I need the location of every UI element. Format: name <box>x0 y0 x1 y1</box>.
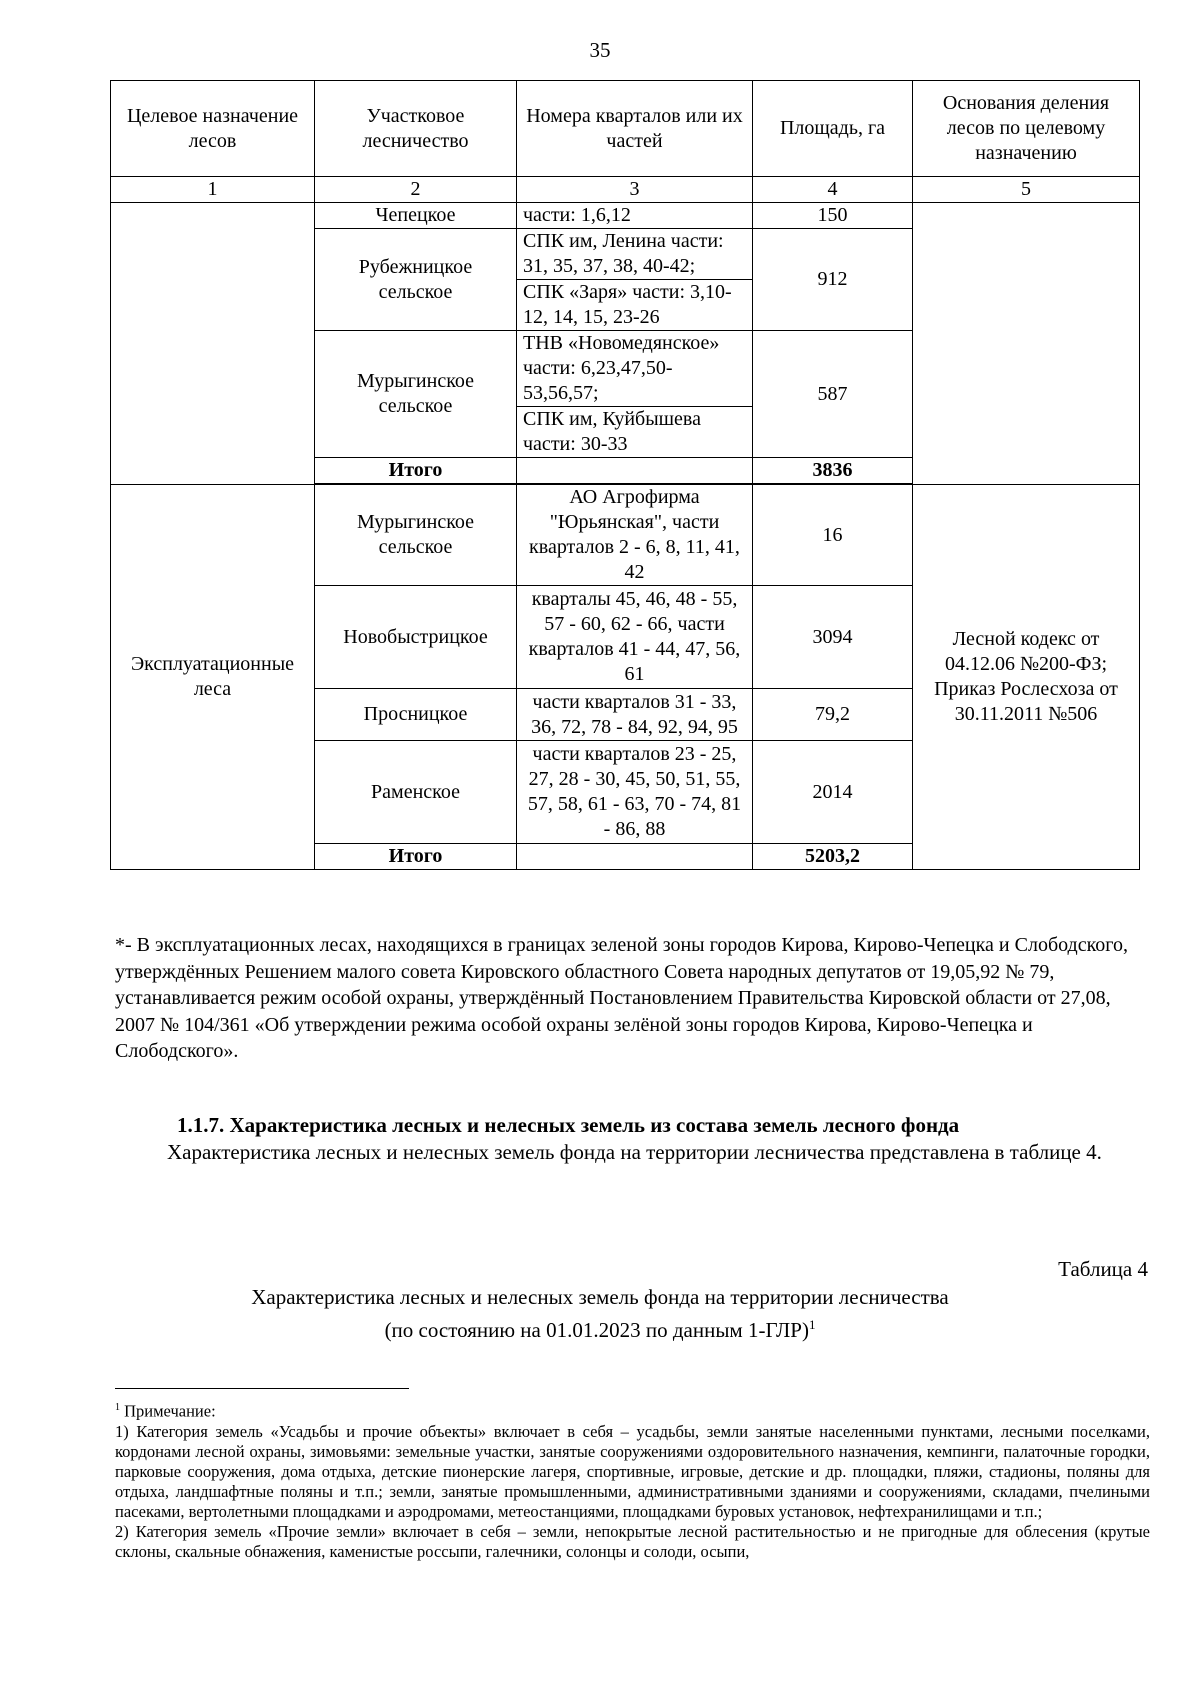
quarters-cell: СПК им, Ленина части: 31, 35, 37, 38, 40-42; <box>517 229 753 280</box>
purpose-cell-empty <box>111 203 315 485</box>
footnote-ref[interactable]: 1 <box>808 1317 816 1332</box>
col-number: 2 <box>315 177 517 203</box>
quarters-cell: части кварталов 23 - 25, 27, 28 - 30, 45, 50, 51, 55, 57, 58, 61 - 63, 70 - 74, 81 - 86, 88 <box>517 741 753 844</box>
forest-purpose-table <box>110 80 1140 870</box>
table-title-line2: (по состоянию на 01.01.2023 по данным 1-ГЛР)$^1$ <box>384 1317 816 1342</box>
forestry-cell: Мурыгинское сельское <box>315 485 517 586</box>
col-number: 4 <box>753 177 913 203</box>
quarters-cell: СПК им, Куйбышева части: 30-33 <box>517 407 753 458</box>
col-number: 5 <box>913 177 1140 203</box>
table-title <box>0 1284 1200 1344</box>
column-number-row <box>111 177 1140 203</box>
quarters-cell: СПК «Заря» части: 3,10-12, 14, 15, 23-26 <box>517 280 753 331</box>
footnote-item: 1) Категория земель «Усадьбы и прочие объекты» включает в себя – усадьбы, земли занятые населенными пунктами, лесными поселками, кордонами лесной охраны, зимовьями: земельные участки, занятые сооружениями оздоровительного назначения, кемпинги, палаточные городки, парковые сооружения, дома отдыха, детские пионерские лагеря, спортивные, игровые, детские и др. площадки, пляжи, стадионы, поляны для отдыха, ландшафтные поляны и т.п.; земли, занятые промышленными, административными зданиями и сооружениями, складами, пчелиными пасеками, вертолетными площадками и аэродромами, метеостанциями, площадками буровых установок, нефтехранилищами и т.п.; <box>115 1421 1150 1521</box>
col-number: 1 <box>111 177 315 203</box>
quarters-cell: части: 1,6,12 <box>517 203 753 229</box>
forestry-cell: Рубежницкое сельское <box>315 229 517 331</box>
header-forestry: Участковое лесничество <box>315 81 517 177</box>
table-row <box>111 485 1140 586</box>
total-label: Итого <box>315 844 517 870</box>
forestry-cell: Раменское <box>315 741 517 844</box>
total-area: 3836 <box>753 458 913 484</box>
header-basis: Основания деления лесов по целевому назначению <box>913 81 1140 177</box>
forestry-cell: Чепецкое <box>315 203 517 229</box>
footnote-item: 2) Категория земель «Прочие земли» включает в себя – земли, непокрытые лесной растительностью и не пригодные для облесения (крутые склоны, скальные обнажения, каменистые россыпи, галечники, солонцы и солоди, осыпи, <box>115 1521 1150 1561</box>
area-cell: 587 <box>753 331 913 458</box>
basis-cell: Лесной кодекс от 04.12.06 №200-ФЗ; Приказ Рослесхоза от 30.11.2011 №506 <box>913 485 1140 870</box>
zone-footnote: *- В эксплуатационных лесах, находящихся в границах зеленой зоны городов Кирова, Кирово-Чепецка и Слободского, утверждённых Решением малого совета Кировского областного Совета народных депутатов от 19,05,92 № 79, устанавливается режим особой охраны, утверждённый Постановлением Правительства Кировской области от 27,08, 2007 № 104/361 «Об утверждении режима особой охраны зелёной зоны городов Кирова, Кирово-Чепецка и Слободского». <box>115 934 1129 1062</box>
footnote-divider <box>115 1388 409 1389</box>
forestry-cell: Мурыгинское сельское <box>315 331 517 458</box>
empty-cell <box>517 458 753 484</box>
forestry-cell: Просницкое <box>315 689 517 741</box>
table-label: Таблица 4 <box>1058 1257 1148 1281</box>
section-heading: 1.1.7. Характеристика лесных и нелесных земель из состава земель лесного фонда <box>177 1113 960 1137</box>
table-title-line1: Характеристика лесных и нелесных земель фонда на территории лесничества <box>251 1285 949 1309</box>
purpose-cell: Эксплуатационные леса <box>111 485 315 870</box>
section-intro: Характеристика лесных и нелесных земель фонда на территории лесничества представлена в таблице 4. <box>167 1140 1102 1164</box>
area-cell: 79,2 <box>753 689 913 741</box>
quarters-cell: ТНВ «Новомедянское» части: 6,23,47,50-53,56,57; <box>517 331 753 407</box>
footnote-heading: $^1$ Примечание: <box>115 1401 216 1421</box>
col-number: 3 <box>517 177 753 203</box>
footnotes <box>115 1398 1150 1562</box>
forestry-cell: Новобыстрицкое <box>315 586 517 689</box>
quarters-cell: АО Агрофирма "Юрьянская", части кварталов 2 - 6, 8, 11, 41, 42 <box>517 485 753 586</box>
basis-cell-empty <box>913 203 1140 485</box>
area-cell: 3094 <box>753 586 913 689</box>
area-cell: 2014 <box>753 741 913 844</box>
quarters-cell: части кварталов 31 - 33, 36, 72, 78 - 84, 92, 94, 95 <box>517 689 753 741</box>
area-cell: 16 <box>753 485 913 586</box>
section-block <box>115 1112 1150 1166</box>
empty-cell <box>517 844 753 870</box>
area-cell: 150 <box>753 203 913 229</box>
page-number: 35 <box>589 38 611 62</box>
header-area: Площадь, га <box>753 81 913 177</box>
header-row <box>111 81 1140 177</box>
total-area: 5203,2 <box>753 844 913 870</box>
header-quarters: Номера кварталов или их частей <box>517 81 753 177</box>
quarters-cell: кварталы 45, 46, 48 - 55, 57 - 60, 62 - 66, части кварталов 41 - 44, 47, 56, 61 <box>517 586 753 689</box>
header-purpose: Целевое назначение лесов <box>111 81 315 177</box>
total-label: Итого <box>315 458 517 484</box>
table-row <box>111 203 1140 229</box>
area-cell: 912 <box>753 229 913 331</box>
